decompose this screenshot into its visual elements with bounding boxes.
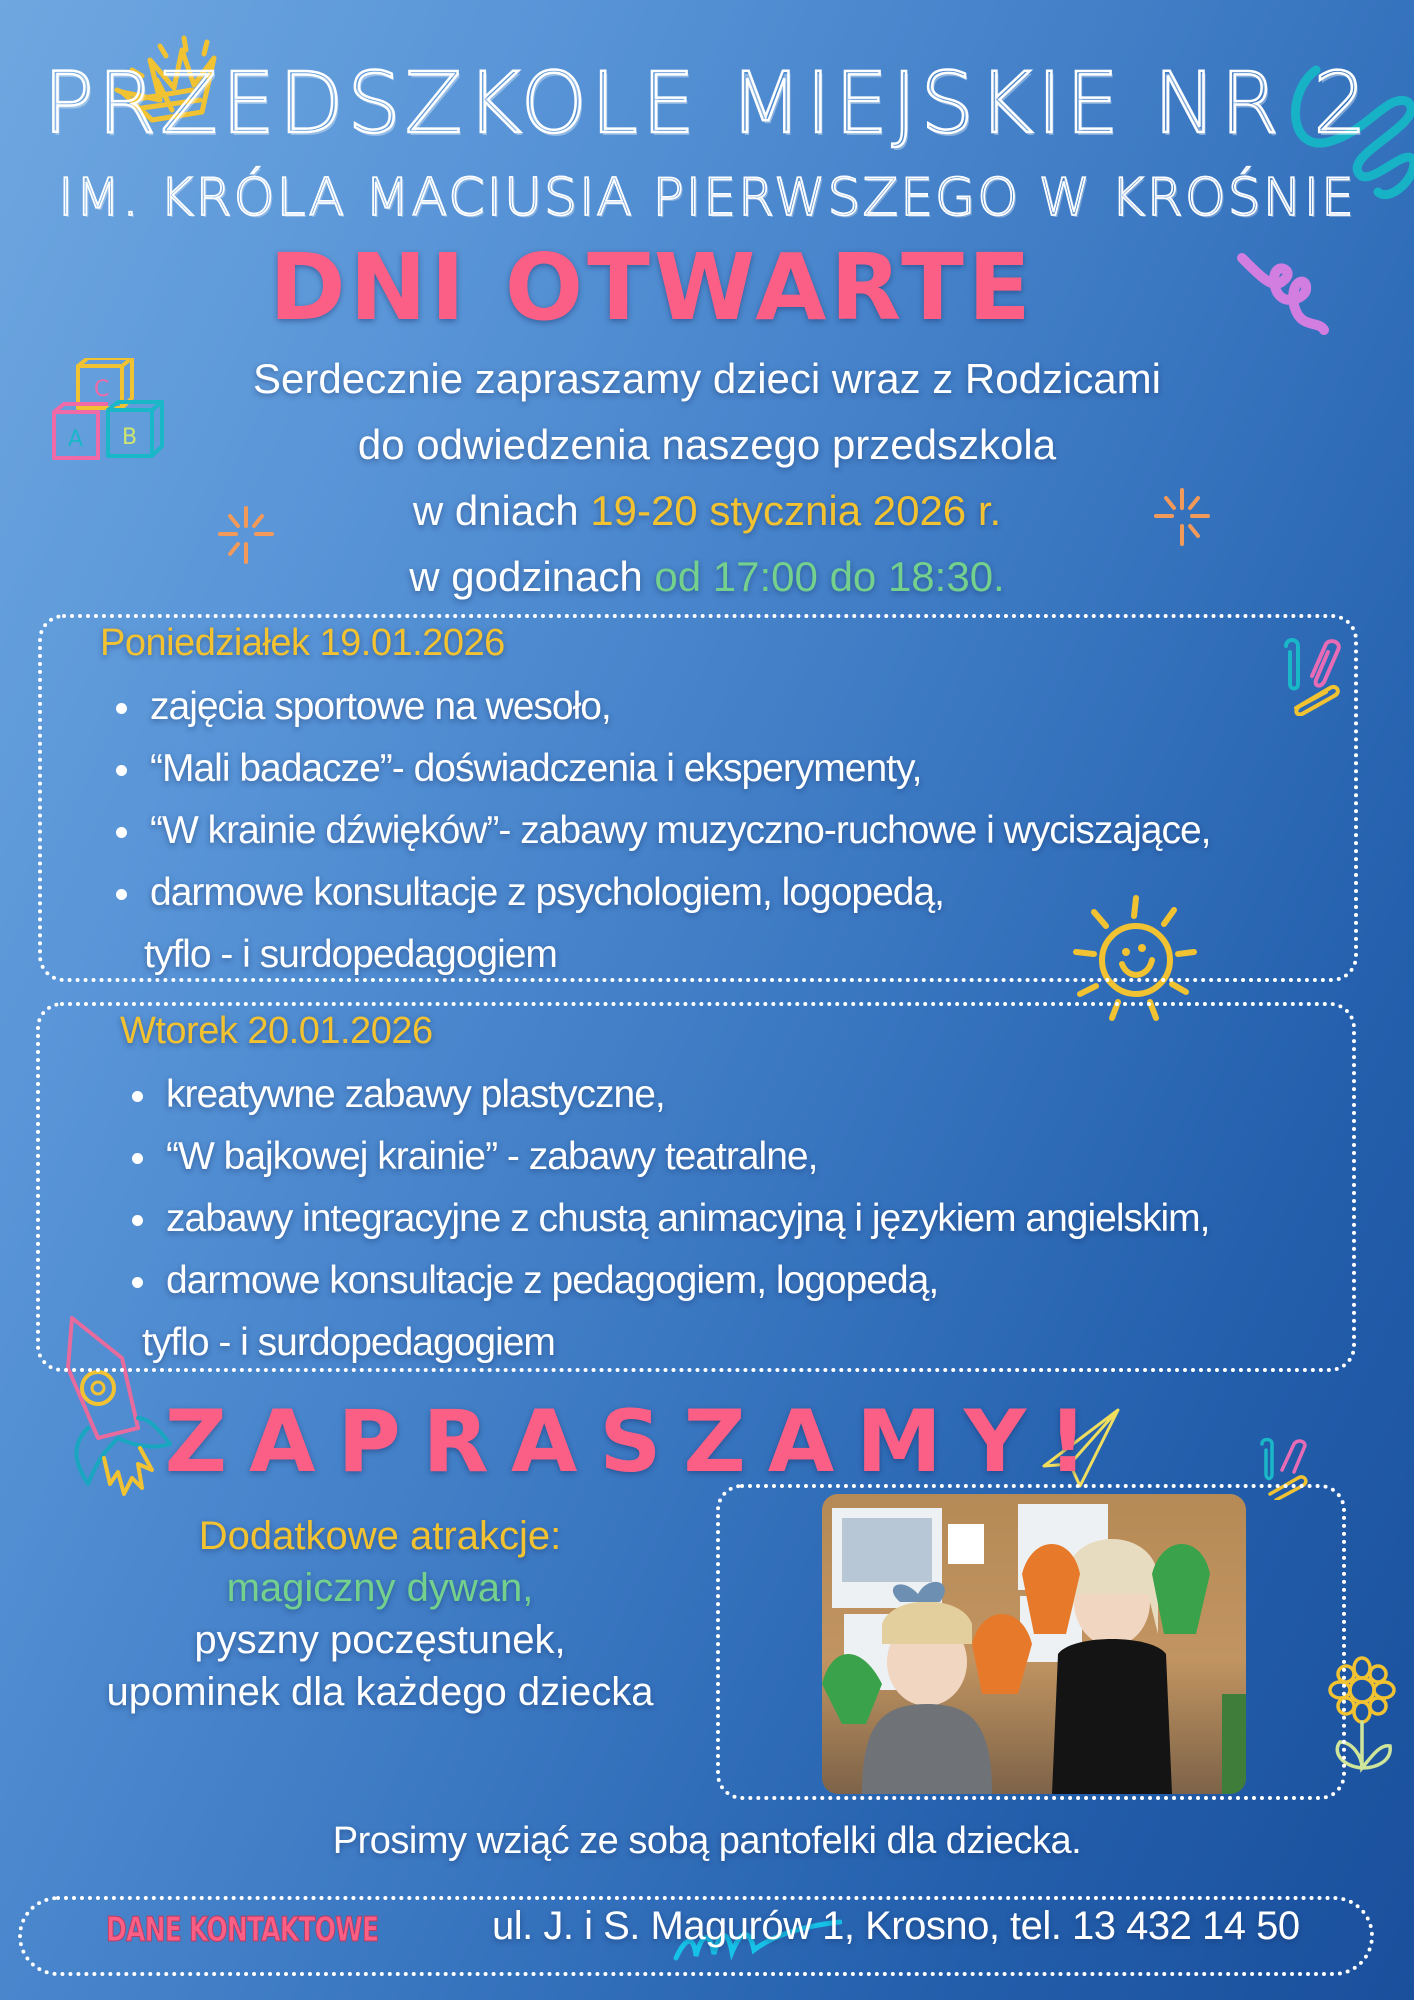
svg-text:B: B xyxy=(122,425,138,450)
tuesday-continuation: tyflo - i surdopedagogiem xyxy=(142,1321,555,1364)
day-title-tuesday: Wtorek 20.01.2026 xyxy=(120,1010,433,1052)
tuesday-activities xyxy=(126,1064,1209,1312)
invite-heading: ZAPRASZAMY! xyxy=(164,1392,1110,1492)
school-subtitle: IM. KRÓLA MACIUSIA PIERWSZEGO W KROŚNIE xyxy=(58,168,1356,228)
slippers-note: Prosimy wziąć ze sobą pantofelki dla dziecka. xyxy=(332,1820,1082,1862)
school-title: PRZEDSZKOLE MIEJSKIE NR 2 xyxy=(43,54,1371,152)
intro-line-1: Serdecznie zapraszamy dzieci wraz z Rodzicami xyxy=(253,355,1161,402)
event-hours: od 17:00 do 18:30. xyxy=(654,553,1005,600)
intro-line-2: do odwiedzenia naszego przedszkola xyxy=(357,421,1057,468)
children-photo xyxy=(822,1494,1246,1794)
intro-hours-prefix: w godzinach xyxy=(409,553,655,600)
extras-item: pyszny poczęstunek, xyxy=(194,1618,566,1662)
photo-illustration xyxy=(822,1494,1246,1794)
day-title-monday: Poniedziałek 19.01.2026 xyxy=(100,622,505,664)
extras-item: magiczny dywan, xyxy=(226,1566,534,1610)
extras-title: Dodatkowe atrakcje: xyxy=(198,1514,562,1558)
event-title: DNI OTWARTE xyxy=(269,234,1035,341)
contact-label: DANE KONTAKTOWE xyxy=(106,1910,379,1950)
monday-activities xyxy=(110,676,1211,924)
list-item: “W bajkowej krainie” - zabawy teatralne, xyxy=(126,1126,1209,1188)
list-item: “W krainie dźwięków”- zabawy muzyczno-ruchowe i wyciszające, xyxy=(110,800,1211,862)
list-item: darmowe konsultacje z pedagogiem, logopedą, xyxy=(126,1250,1209,1312)
contact-details: ul. J. i S. Magurów 1, Krosno, tel. 13 432 14 50 xyxy=(492,1904,1300,1948)
intro-hours xyxy=(0,544,1414,610)
list-item: zajęcia sportowe na wesoło, xyxy=(110,676,1211,738)
intro-dates-prefix: w dniach xyxy=(412,487,591,534)
svg-text:C: C xyxy=(94,377,110,402)
extras-item: upominek dla każdego dziecka xyxy=(106,1670,654,1714)
svg-text:A: A xyxy=(68,427,84,452)
list-item: “Mali badacze”- doświadczenia i eksperymenty, xyxy=(110,738,1211,800)
event-dates: 19-20 stycznia 2026 r. xyxy=(590,487,1002,534)
intro-dates xyxy=(0,478,1414,544)
monday-continuation: tyflo - i surdopedagogiem xyxy=(144,933,557,976)
list-item: zabawy integracyjne z chustą animacyjną i językiem angielskim, xyxy=(126,1188,1209,1250)
list-item: darmowe konsultacje z psychologiem, logopedą, xyxy=(110,862,1211,924)
extras-block xyxy=(60,1510,700,1718)
list-item: kreatywne zabawy plastyczne, xyxy=(126,1064,1209,1126)
